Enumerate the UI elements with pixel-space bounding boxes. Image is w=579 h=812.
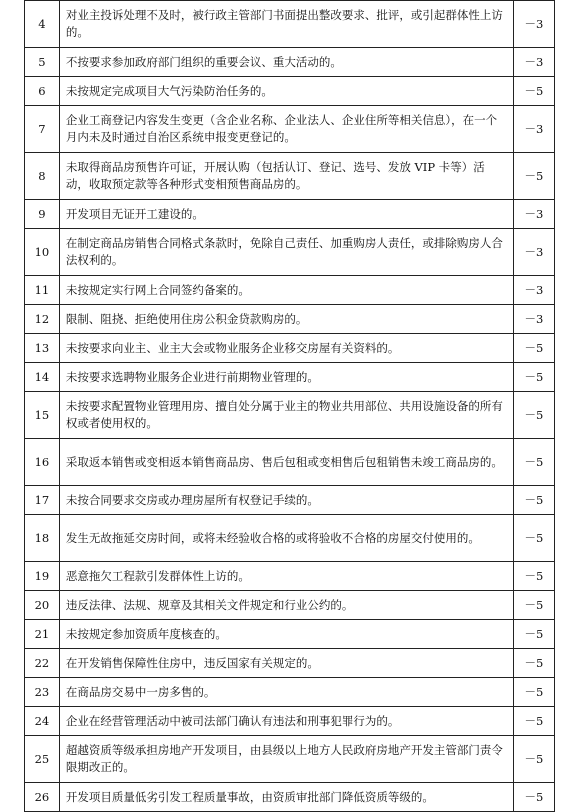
row-number: 21 xyxy=(25,620,60,649)
table-row xyxy=(25,620,555,649)
table-row xyxy=(25,305,555,334)
row-description: 未取得商品房预售许可证，开展认购（包括认订、登记、选号、发放 VIP 卡等）活动，收取预定款等各种形式变相预售商品房的。 xyxy=(59,153,513,200)
row-number: 19 xyxy=(25,562,60,591)
row-description: 企业在经营管理活动中被司法部门确认有违法和刑事犯罪行为的。 xyxy=(59,707,513,736)
row-score: －3 xyxy=(513,305,554,334)
row-score: －3 xyxy=(513,1,554,48)
table-row xyxy=(25,515,555,562)
table-row xyxy=(25,334,555,363)
row-score: －5 xyxy=(513,591,554,620)
row-number: 16 xyxy=(25,439,60,486)
row-score: －5 xyxy=(513,649,554,678)
row-description: 超越资质等级承担房地产开发项目，由县级以上地方人民政府房地产开发主管部门责令限期改正的。 xyxy=(59,736,513,783)
row-score: －5 xyxy=(513,707,554,736)
row-description: 采取返本销售或变相返本销售商品房、售后包租或变相售后包租销售未竣工商品房的。 xyxy=(59,439,513,486)
row-score: －3 xyxy=(513,229,554,276)
row-score: －3 xyxy=(513,48,554,77)
table-row xyxy=(25,276,555,305)
row-score: －5 xyxy=(513,783,554,812)
row-number: 15 xyxy=(25,392,60,439)
row-number: 5 xyxy=(25,48,60,77)
row-description: 在制定商品房销售合同格式条款时，免除自己责任、加重购房人责任，或排除购房人合法权利的。 xyxy=(59,229,513,276)
row-description: 开发项目质量低劣引发工程质量事故，由资质审批部门降低资质等级的。 xyxy=(59,783,513,812)
row-description: 未按要求选聘物业服务企业进行前期物业管理的。 xyxy=(59,363,513,392)
row-number: 23 xyxy=(25,678,60,707)
table-row xyxy=(25,486,555,515)
table-row xyxy=(25,736,555,783)
table-row xyxy=(25,783,555,812)
table-row xyxy=(25,439,555,486)
row-score: －5 xyxy=(513,153,554,200)
row-score: －3 xyxy=(513,276,554,305)
table-row xyxy=(25,200,555,229)
row-score: －5 xyxy=(513,439,554,486)
row-score: －5 xyxy=(513,678,554,707)
table-row xyxy=(25,153,555,200)
row-description: 未按要求配置物业管理用房、擅自处分属于业主的物业共用部位、共用设施设备的所有权或者使用权的。 xyxy=(59,392,513,439)
row-description: 在商品房交易中一房多售的。 xyxy=(59,678,513,707)
table-row xyxy=(25,1,555,48)
table-row xyxy=(25,106,555,153)
row-description: 限制、阻挠、拒绝使用住房公积金贷款购房的。 xyxy=(59,305,513,334)
penalty-table xyxy=(24,0,555,812)
row-score: －5 xyxy=(513,392,554,439)
table-row xyxy=(25,678,555,707)
row-number: 20 xyxy=(25,591,60,620)
table-row xyxy=(25,77,555,106)
row-number: 6 xyxy=(25,77,60,106)
row-score: －5 xyxy=(513,562,554,591)
table-row xyxy=(25,707,555,736)
row-number: 10 xyxy=(25,229,60,276)
row-score: －3 xyxy=(513,200,554,229)
table-row xyxy=(25,48,555,77)
row-number: 7 xyxy=(25,106,60,153)
row-description: 违反法律、法规、规章及其相关文件规定和行业公约的。 xyxy=(59,591,513,620)
row-description: 在开发销售保障性住房中，违反国家有关规定的。 xyxy=(59,649,513,678)
table-row xyxy=(25,392,555,439)
row-score: －5 xyxy=(513,77,554,106)
row-description: 未按规定完成项目大气污染防治任务的。 xyxy=(59,77,513,106)
row-number: 25 xyxy=(25,736,60,783)
row-number: 4 xyxy=(25,1,60,48)
table-row xyxy=(25,562,555,591)
row-number: 9 xyxy=(25,200,60,229)
row-number: 17 xyxy=(25,486,60,515)
row-score: －5 xyxy=(513,620,554,649)
table-row xyxy=(25,229,555,276)
row-description: 未按合同要求交房或办理房屋所有权登记手续的。 xyxy=(59,486,513,515)
row-description: 未按规定实行网上合同签约备案的。 xyxy=(59,276,513,305)
row-number: 24 xyxy=(25,707,60,736)
row-description: 未按规定参加资质年度核查的。 xyxy=(59,620,513,649)
row-description: 对业主投诉处理不及时，被行政主管部门书面提出整改要求、批评，或引起群体性上访的。 xyxy=(59,1,513,48)
row-number: 22 xyxy=(25,649,60,678)
row-score: －5 xyxy=(513,736,554,783)
row-description: 企业工商登记内容发生变更（含企业名称、企业法人、企业住所等相关信息），在一个月内未及时通过自治区系统申报变更登记的。 xyxy=(59,106,513,153)
row-description: 发生无故拖延交房时间，或将未经验收合格的或将验收不合格的房屋交付使用的。 xyxy=(59,515,513,562)
row-description: 未按要求向业主、业主大会或物业服务企业移交房屋有关资料的。 xyxy=(59,334,513,363)
row-score: －5 xyxy=(513,515,554,562)
row-score: －5 xyxy=(513,363,554,392)
row-number: 11 xyxy=(25,276,60,305)
row-description: 开发项目无证开工建设的。 xyxy=(59,200,513,229)
table-row xyxy=(25,591,555,620)
row-number: 12 xyxy=(25,305,60,334)
row-number: 14 xyxy=(25,363,60,392)
row-number: 13 xyxy=(25,334,60,363)
row-number: 8 xyxy=(25,153,60,200)
row-description: 恶意拖欠工程款引发群体性上访的。 xyxy=(59,562,513,591)
table-row xyxy=(25,363,555,392)
row-score: －5 xyxy=(513,334,554,363)
row-score: －5 xyxy=(513,486,554,515)
row-description: 不按要求参加政府部门组织的重要会议、重大活动的。 xyxy=(59,48,513,77)
row-number: 26 xyxy=(25,783,60,812)
table-row xyxy=(25,649,555,678)
row-number: 18 xyxy=(25,515,60,562)
row-score: －3 xyxy=(513,106,554,153)
